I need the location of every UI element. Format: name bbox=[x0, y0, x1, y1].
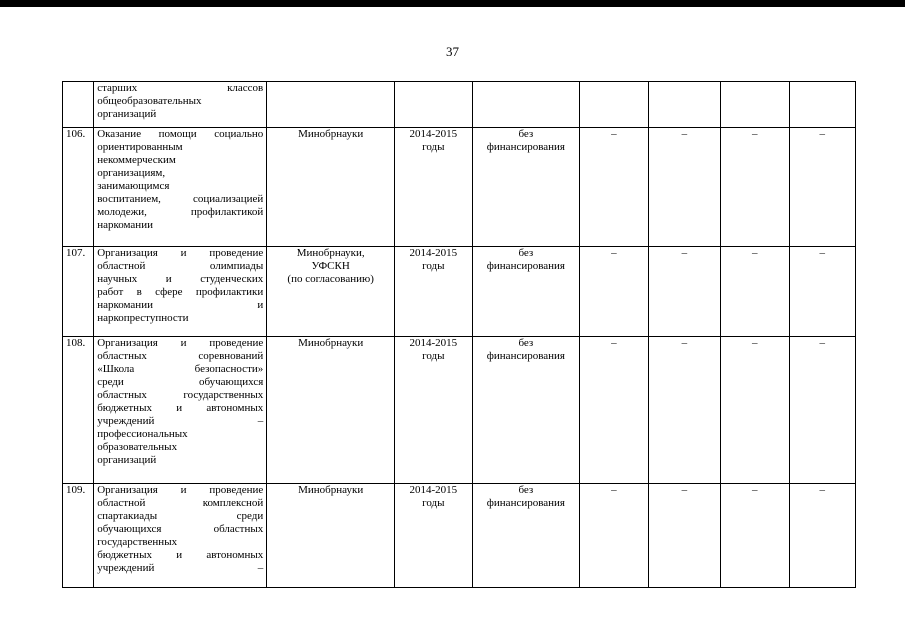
cell-period bbox=[395, 128, 472, 247]
period-line: годы bbox=[422, 260, 445, 272]
cell-value bbox=[580, 82, 648, 128]
table-row bbox=[63, 247, 856, 337]
cell-value: – bbox=[789, 128, 855, 247]
cell-value bbox=[721, 82, 789, 128]
financing-line: финансирования bbox=[486, 260, 565, 272]
cell-executor: Минобрнауки bbox=[267, 484, 395, 588]
period-line: годы bbox=[422, 497, 445, 509]
cell-value: – bbox=[721, 484, 789, 588]
description-line: профессиональных bbox=[97, 428, 188, 440]
activities-table bbox=[62, 81, 856, 588]
financing-line: без bbox=[518, 337, 534, 349]
description-line: бюджетных и автономных bbox=[97, 402, 264, 414]
cell-financing bbox=[472, 337, 580, 484]
description-line: среди обучающихся bbox=[97, 376, 264, 388]
cell-number: 109. bbox=[63, 484, 94, 588]
cell-value: – bbox=[789, 337, 855, 484]
description-line: общеобразовательных bbox=[97, 95, 202, 107]
financing-line: финансирования bbox=[486, 141, 565, 153]
table-row bbox=[63, 484, 856, 588]
cell-number bbox=[63, 82, 94, 128]
description-line: бюджетных и автономных bbox=[97, 549, 264, 561]
description-line: организаций bbox=[97, 454, 157, 466]
cell-description bbox=[94, 128, 267, 247]
cell-value: – bbox=[648, 247, 720, 337]
executor-line: Минобрнауки, bbox=[296, 247, 365, 259]
cell-value: – bbox=[580, 484, 648, 588]
cell-executor: Минобрнауки bbox=[267, 128, 395, 247]
description-line: областных государственных bbox=[97, 389, 264, 401]
description-line: наркомании bbox=[97, 219, 153, 231]
description-line: Организация и проведение bbox=[97, 247, 264, 259]
description-line: областных соревнований bbox=[97, 350, 264, 362]
cell-period bbox=[395, 247, 472, 337]
description-line: организациям, bbox=[97, 167, 166, 179]
cell-value: – bbox=[648, 337, 720, 484]
description-line: «Школа безопасности» bbox=[97, 363, 264, 375]
cell-executor bbox=[267, 82, 395, 128]
cell-description bbox=[94, 82, 267, 128]
description-line: воспитанием, социализацией bbox=[97, 193, 264, 205]
table-row bbox=[63, 337, 856, 484]
cell-value: – bbox=[580, 337, 648, 484]
cell-value bbox=[648, 82, 720, 128]
cell-value: – bbox=[721, 337, 789, 484]
description-line: обучающихся областных bbox=[97, 523, 264, 535]
cell-financing bbox=[472, 484, 580, 588]
page-top-border bbox=[0, 0, 905, 7]
description-line: занимающимся bbox=[97, 180, 170, 192]
cell-value bbox=[789, 82, 855, 128]
cell-financing bbox=[472, 247, 580, 337]
description-line: старших классов bbox=[97, 82, 264, 94]
description-line: организаций bbox=[97, 108, 157, 120]
cell-value: – bbox=[789, 484, 855, 588]
page-number: 37 bbox=[446, 44, 459, 59]
description-line: Организация и проведение bbox=[97, 484, 264, 496]
financing-line: финансирования bbox=[486, 350, 565, 362]
cell-number: 106. bbox=[63, 128, 94, 247]
description-line: некоммерческим bbox=[97, 154, 176, 166]
description-line: областной олимпиады bbox=[97, 260, 264, 272]
financing-line: без bbox=[518, 247, 534, 259]
cell-value: – bbox=[580, 247, 648, 337]
cell-period bbox=[395, 337, 472, 484]
description-line: ориентированным bbox=[97, 141, 183, 153]
description-line: Оказание помощи социально bbox=[97, 128, 264, 140]
financing-line: без bbox=[518, 484, 534, 496]
cell-description bbox=[94, 484, 267, 588]
financing-line: финансирования bbox=[486, 497, 565, 509]
cell-executor: Минобрнауки bbox=[267, 337, 395, 484]
table-row bbox=[63, 128, 856, 247]
cell-value: – bbox=[580, 128, 648, 247]
cell-value: – bbox=[789, 247, 855, 337]
period-line: 2014-2015 bbox=[409, 247, 458, 259]
description-line: областной комплексной bbox=[97, 497, 264, 509]
period-line: 2014-2015 bbox=[409, 128, 458, 140]
description-line: Организация и проведение bbox=[97, 337, 264, 349]
description-line: образовательных bbox=[97, 441, 178, 453]
financing-line: без bbox=[518, 128, 534, 140]
cell-value: – bbox=[721, 128, 789, 247]
cell-period bbox=[395, 82, 472, 128]
cell-value: – bbox=[721, 247, 789, 337]
cell-description bbox=[94, 337, 267, 484]
cell-period bbox=[395, 484, 472, 588]
description-line: государственных bbox=[97, 536, 178, 548]
description-line: спартакиады среди bbox=[97, 510, 264, 522]
description-line: работ в сфере профилактики bbox=[97, 286, 264, 298]
cell-executor bbox=[267, 247, 395, 337]
cell-value: – bbox=[648, 128, 720, 247]
cell-financing bbox=[472, 82, 580, 128]
cell-number: 108. bbox=[63, 337, 94, 484]
executor-line: УФСКН bbox=[311, 260, 350, 272]
period-line: годы bbox=[422, 141, 445, 153]
description-line: научных и студенческих bbox=[97, 273, 264, 285]
description-line: наркопреступности bbox=[97, 312, 189, 324]
period-line: 2014-2015 bbox=[409, 337, 458, 349]
cell-value: – bbox=[648, 484, 720, 588]
period-line: годы bbox=[422, 350, 445, 362]
cell-financing bbox=[472, 128, 580, 247]
description-line: учреждений – bbox=[97, 562, 264, 574]
cell-number: 107. bbox=[63, 247, 94, 337]
table-row-continuation bbox=[63, 82, 856, 128]
period-line: 2014-2015 bbox=[409, 484, 458, 496]
description-line: учреждений – bbox=[97, 415, 264, 427]
executor-line: (по согласованию) bbox=[287, 273, 374, 285]
description-line: молодежи, профилактикой bbox=[97, 206, 264, 218]
cell-description bbox=[94, 247, 267, 337]
description-line: наркомании и bbox=[97, 299, 264, 311]
